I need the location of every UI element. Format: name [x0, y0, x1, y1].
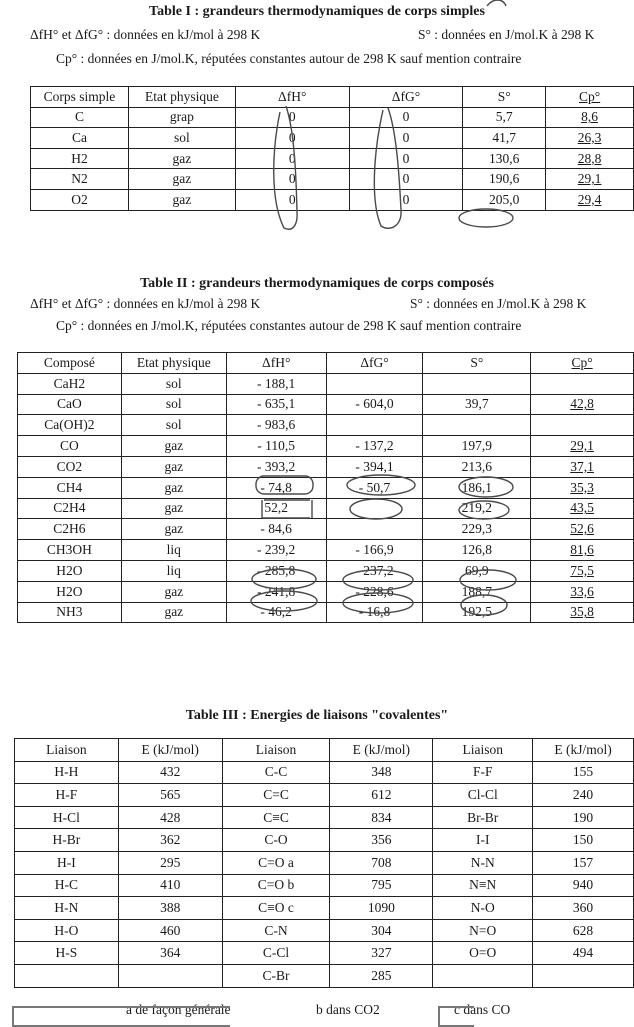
- table1-units-line2: Cp° : données en J/mol.K, réputées constantes autour de 298 K sauf mention contraire: [56, 51, 522, 66]
- table-cell: 39,7: [423, 394, 531, 415]
- table3: [14, 738, 634, 988]
- footnote-a: a de façon générale: [126, 1002, 231, 1017]
- table-cell: F-F: [433, 761, 533, 784]
- table-cell: 150: [533, 829, 634, 852]
- table-row: [18, 498, 634, 519]
- table-cell: H-N: [15, 897, 119, 920]
- table-row: [31, 107, 634, 128]
- table-cell: N=O: [433, 919, 533, 942]
- table-cell: C=O b: [222, 874, 330, 897]
- table-cell: gaz: [121, 581, 226, 602]
- table-row: [15, 806, 634, 829]
- table-row: [15, 851, 634, 874]
- table-cell: N2: [31, 169, 129, 190]
- table-cell: CH3OH: [18, 540, 122, 561]
- table-cell: [118, 964, 222, 987]
- table-cell: 0: [349, 107, 463, 128]
- table-row: [31, 189, 634, 210]
- table-cell: - 166,9: [326, 540, 423, 561]
- table-row: [18, 415, 634, 436]
- table-cell: - 237,2: [326, 560, 423, 581]
- header-cell: Liaison: [222, 739, 330, 762]
- header-cell: Liaison: [15, 739, 119, 762]
- table-cell: 432: [118, 761, 222, 784]
- table-cell: 29,1: [531, 436, 634, 457]
- table-cell: CO: [18, 436, 122, 457]
- table-cell: N-O: [433, 897, 533, 920]
- table-cell: - 285,8: [226, 560, 326, 581]
- table-cell: 41,7: [463, 128, 546, 149]
- table-cell: 364: [118, 942, 222, 965]
- table-cell: C-N: [222, 919, 330, 942]
- table2-title: Table II : grandeurs thermodynamiques de corps composés: [140, 276, 494, 291]
- table-cell: 43,5: [531, 498, 634, 519]
- table-cell: 1090: [330, 897, 433, 920]
- table-cell: 360: [533, 897, 634, 920]
- table-row: [31, 148, 634, 169]
- table-cell: 0: [235, 169, 349, 190]
- header-cell: ΔfH°: [235, 87, 349, 108]
- table-cell: I-I: [433, 829, 533, 852]
- table-cell: 126,8: [423, 540, 531, 561]
- table-cell: H-O: [15, 919, 119, 942]
- table-cell: 565: [118, 784, 222, 807]
- table-cell: C2H4: [18, 498, 122, 519]
- table3-title: Table III : Energies de liaisons "covalentes": [185, 708, 449, 723]
- table-cell: H-Cl: [15, 806, 119, 829]
- table-cell: - 394,1: [326, 456, 423, 477]
- table-cell: - 74,8: [226, 477, 326, 498]
- table-row: [18, 560, 634, 581]
- table-cell: 35,8: [531, 602, 634, 623]
- table-cell: 295: [118, 851, 222, 874]
- table-cell: Br-Br: [433, 806, 533, 829]
- table-cell: 0: [235, 189, 349, 210]
- table1: [30, 86, 634, 211]
- header-cell: Etat physique: [121, 353, 226, 374]
- table-cell: Ca: [31, 128, 129, 149]
- table-cell: 5,7: [463, 107, 546, 128]
- table-cell: 219,2: [423, 498, 531, 519]
- header-cell: ΔfG°: [349, 87, 463, 108]
- table1-title: Table I : grandeurs thermodynamiques de corps simples: [149, 4, 485, 19]
- table-cell: - 110,5: [226, 436, 326, 457]
- table-cell: 205,0: [463, 189, 546, 210]
- table-cell: C=C: [222, 784, 330, 807]
- table-cell: - 635,1: [226, 394, 326, 415]
- table-cell: gaz: [121, 498, 226, 519]
- table-cell: liq: [121, 540, 226, 561]
- table-cell: gaz: [128, 189, 235, 210]
- table-cell: 35,3: [531, 477, 634, 498]
- table2-units-line1-left: ΔfH° et ΔfG° : données en kJ/mol à 298 K: [30, 296, 261, 311]
- table-cell: 612: [330, 784, 433, 807]
- table-cell: H-H: [15, 761, 119, 784]
- table-cell: 130,6: [463, 148, 546, 169]
- table-cell: - 604,0: [326, 394, 423, 415]
- table-cell: 229,3: [423, 519, 531, 540]
- table-cell: gaz: [121, 436, 226, 457]
- table-cell: sol: [121, 373, 226, 394]
- table-row: [15, 942, 634, 965]
- table-cell: 192,5: [423, 602, 531, 623]
- table-cell: Cl-Cl: [433, 784, 533, 807]
- table-cell: 186,1: [423, 477, 531, 498]
- table-cell: O2: [31, 189, 129, 210]
- table-row: [18, 540, 634, 561]
- table-cell: [326, 498, 423, 519]
- table-cell: 69,9: [423, 560, 531, 581]
- header-cell: ΔfH°: [226, 353, 326, 374]
- table-cell: 834: [330, 806, 433, 829]
- table-cell: H-F: [15, 784, 119, 807]
- table-cell: - 137,2: [326, 436, 423, 457]
- table1-header-row: [31, 87, 634, 108]
- table-cell: - 983,6: [226, 415, 326, 436]
- table-cell: - 393,2: [226, 456, 326, 477]
- header-cell: Cp°: [531, 353, 634, 374]
- table-cell: CaO: [18, 394, 122, 415]
- footnote-b: b dans CO2: [316, 1002, 380, 1017]
- table2: [17, 352, 634, 623]
- table-cell: [326, 519, 423, 540]
- table-cell: 362: [118, 829, 222, 852]
- table-cell: sol: [128, 128, 235, 149]
- table-cell: liq: [121, 560, 226, 581]
- table-cell: - 16,8: [326, 602, 423, 623]
- table-cell: O=O: [433, 942, 533, 965]
- table-row: [18, 581, 634, 602]
- header-cell: E (kJ/mol): [118, 739, 222, 762]
- table-cell: C-C: [222, 761, 330, 784]
- table1-units-line1-right: S° : données en J/mol.K à 298 K: [418, 27, 595, 42]
- table-cell: 494: [533, 942, 634, 965]
- table-cell: 940: [533, 874, 634, 897]
- header-cell: Composé: [18, 353, 122, 374]
- table-row: [15, 761, 634, 784]
- header-cell: Liaison: [433, 739, 533, 762]
- table-cell: - 84,6: [226, 519, 326, 540]
- table-cell: H-S: [15, 942, 119, 965]
- table-row: [18, 394, 634, 415]
- table-cell: 240: [533, 784, 634, 807]
- table-cell: 0: [349, 148, 463, 169]
- table-cell: 0: [235, 148, 349, 169]
- table-cell: sol: [121, 415, 226, 436]
- table-cell: 304: [330, 919, 433, 942]
- table-cell: gaz: [128, 148, 235, 169]
- table-cell: 197,9: [423, 436, 531, 457]
- table-cell: 33,6: [531, 581, 634, 602]
- header-cell: S°: [463, 87, 546, 108]
- table2-units-line1-right: S° : données en J/mol.K à 298 K: [410, 296, 587, 311]
- table-cell: C≡O c: [222, 897, 330, 920]
- header-cell: Corps simple: [31, 87, 129, 108]
- table-cell: 42,8: [531, 394, 634, 415]
- header-cell: ΔfG°: [326, 353, 423, 374]
- table-cell: 8,6: [546, 107, 634, 128]
- table-row: [15, 874, 634, 897]
- table-cell: CO2: [18, 456, 122, 477]
- table-cell: gaz: [121, 456, 226, 477]
- table-cell: H2O: [18, 560, 122, 581]
- table-cell: C: [31, 107, 129, 128]
- table-cell: NH3: [18, 602, 122, 623]
- table-cell: [326, 415, 423, 436]
- table-cell: gaz: [121, 519, 226, 540]
- table-cell: 157: [533, 851, 634, 874]
- table-cell: 29,4: [546, 189, 634, 210]
- table-cell: 327: [330, 942, 433, 965]
- table-cell: 356: [330, 829, 433, 852]
- table-cell: H-C: [15, 874, 119, 897]
- table-cell: [15, 964, 119, 987]
- table-cell: 0: [235, 107, 349, 128]
- table-cell: 460: [118, 919, 222, 942]
- table-cell: [533, 964, 634, 987]
- table-cell: grap: [128, 107, 235, 128]
- table-cell: H-Br: [15, 829, 119, 852]
- footnote-c: c dans CO: [454, 1002, 511, 1017]
- table-cell: - 241,8: [226, 581, 326, 602]
- table-cell: 628: [533, 919, 634, 942]
- table-cell: 28,8: [546, 148, 634, 169]
- table-cell: [326, 373, 423, 394]
- table-cell: 26,3: [546, 128, 634, 149]
- table-cell: [433, 964, 533, 987]
- table-cell: - 46,2: [226, 602, 326, 623]
- table-cell: - 188,1: [226, 373, 326, 394]
- table-cell: C2H6: [18, 519, 122, 540]
- table-cell: sol: [121, 394, 226, 415]
- table-cell: [531, 415, 634, 436]
- table-row: [18, 456, 634, 477]
- table-cell: gaz: [121, 602, 226, 623]
- table-cell: 188,7: [423, 581, 531, 602]
- header-cell: S°: [423, 353, 531, 374]
- table-cell: 795: [330, 874, 433, 897]
- table-cell: 285: [330, 964, 433, 987]
- table-cell: 75,5: [531, 560, 634, 581]
- header-cell: E (kJ/mol): [330, 739, 433, 762]
- table-row: [18, 519, 634, 540]
- table-cell: C-Cl: [222, 942, 330, 965]
- table-row: [18, 477, 634, 498]
- table-row: [15, 897, 634, 920]
- table-cell: 29,1: [546, 169, 634, 190]
- table-cell: H-I: [15, 851, 119, 874]
- table-cell: 410: [118, 874, 222, 897]
- table-cell: C-Br: [222, 964, 330, 987]
- table-cell: 52,2: [226, 498, 326, 519]
- table-row: [15, 784, 634, 807]
- table-cell: CaH2: [18, 373, 122, 394]
- table-cell: 708: [330, 851, 433, 874]
- table-cell: H2O: [18, 581, 122, 602]
- table3-header-row: [15, 739, 634, 762]
- table-row: [18, 373, 634, 394]
- table2-units-line2: Cp° : données en J/mol.K, réputées constantes autour de 298 K sauf mention contraire: [56, 318, 522, 333]
- table2-header-row: [18, 353, 634, 374]
- table-cell: 428: [118, 806, 222, 829]
- table-row: [15, 829, 634, 852]
- table-cell: gaz: [128, 169, 235, 190]
- table-row: [15, 919, 634, 942]
- table-cell: H2: [31, 148, 129, 169]
- table-row: [15, 964, 634, 987]
- table-cell: 0: [349, 169, 463, 190]
- header-cell: Etat physique: [128, 87, 235, 108]
- table-cell: 190: [533, 806, 634, 829]
- table-cell: 190,6: [463, 169, 546, 190]
- table-cell: 0: [235, 128, 349, 149]
- table-row: [31, 128, 634, 149]
- table-cell: N≡N: [433, 874, 533, 897]
- table-cell: - 50,7: [326, 477, 423, 498]
- table-cell: - 239,2: [226, 540, 326, 561]
- table-row: [18, 602, 634, 623]
- table-cell: CH4: [18, 477, 122, 498]
- table-cell: 0: [349, 189, 463, 210]
- table-cell: [423, 415, 531, 436]
- table-cell: gaz: [121, 477, 226, 498]
- table-cell: 213,6: [423, 456, 531, 477]
- table-cell: 155: [533, 761, 634, 784]
- table-cell: C≡C: [222, 806, 330, 829]
- table-cell: 81,6: [531, 540, 634, 561]
- table-cell: Ca(OH)2: [18, 415, 122, 436]
- header-cell: Cp°: [546, 87, 634, 108]
- table-cell: - 228,6: [326, 581, 423, 602]
- table-cell: 0: [349, 128, 463, 149]
- pencil-circle-S-O2: [459, 209, 513, 227]
- header-cell: E (kJ/mol): [533, 739, 634, 762]
- table-cell: [423, 373, 531, 394]
- table-cell: 52,6: [531, 519, 634, 540]
- table-row: [18, 436, 634, 457]
- table-cell: 348: [330, 761, 433, 784]
- table-cell: 37,1: [531, 456, 634, 477]
- table-cell: C=O a: [222, 851, 330, 874]
- table1-units-line1-left: ΔfH° et ΔfG° : données en kJ/mol à 298 K: [30, 27, 261, 42]
- table-cell: 388: [118, 897, 222, 920]
- table-cell: C-O: [222, 829, 330, 852]
- table-cell: N-N: [433, 851, 533, 874]
- table-cell: [531, 373, 634, 394]
- table-row: [31, 169, 634, 190]
